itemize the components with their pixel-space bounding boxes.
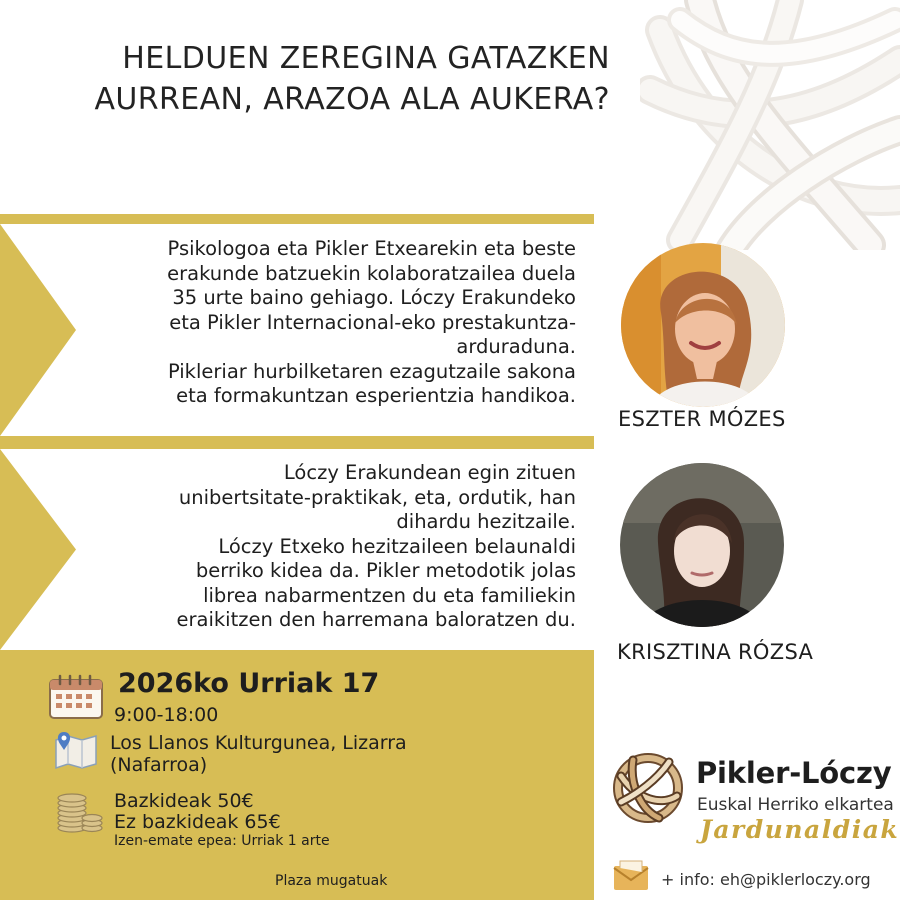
speaker-2-portrait [620, 463, 784, 627]
speaker-1-portrait [621, 243, 785, 407]
speaker-2-bio: Lóczy Erakundean egin zituen unibertsitate-praktikak, eta, ordutik, han dihardu hezitzaile. Lóczy Etxeko hezitzaileen belaunaldi berriko kidea da. Pikler metodotik jolas librea nabarmentzen du eta familiekin eraikitzen den harremana baloratzen du. [176, 461, 576, 631]
envelope-icon [612, 858, 650, 892]
speaker-1-name: ESZTER MÓZES [618, 407, 786, 431]
event-location-line-1: Los Llanos Kulturgunea, Lizarra [110, 732, 407, 754]
price-non-members: Ez bazkideak 65€ [114, 811, 281, 833]
brand-name: Pikler-Lóczy [696, 756, 892, 790]
registration-deadline: Izen-emate epea: Urriak 1 arte [114, 833, 330, 849]
map-icon [52, 730, 100, 770]
price-members: Bazkideak 50€ [114, 790, 254, 812]
title-line-2: AURREAN, ARAZOA ALA AUKERA? [94, 82, 610, 117]
speaker-2-name: KRISZTINA RÓZSA [617, 640, 814, 664]
event-location-line-2: (Nafarroa) [110, 754, 208, 776]
event-time: 9:00-18:00 [114, 704, 219, 726]
speaker-1-bio: Psikologoa eta Pikler Etxearekin eta beste erakunde batzuekin kolaboratzailea duela 35 urte baino gehiago. Lóczy Erakundeko eta Pikler Internacional-eko prestakuntza- arduraduna. Pikleriar hurbilketaren ezagutzaile sakona eta formakuntzan esperientzia handikoa. [167, 237, 576, 407]
contact-info: + info: eh@piklerloczy.org [661, 870, 871, 889]
woven-knot-decoration [640, 0, 900, 250]
coins-icon [54, 790, 104, 834]
page-title [20, 38, 610, 120]
title-line-1: HELDUEN ZEREGINA GATAZKEN [122, 41, 610, 76]
limited-places-note: Plaza mugatuak [275, 873, 388, 889]
brand-tagline: Jardunaldiak [700, 815, 900, 844]
woven-knot-logo-icon [607, 750, 689, 826]
brand-subtitle: Euskal Herriko elkartea [697, 795, 894, 815]
calendar-icon [48, 674, 104, 720]
event-date: 2026ko Urriak 17 [118, 668, 380, 699]
